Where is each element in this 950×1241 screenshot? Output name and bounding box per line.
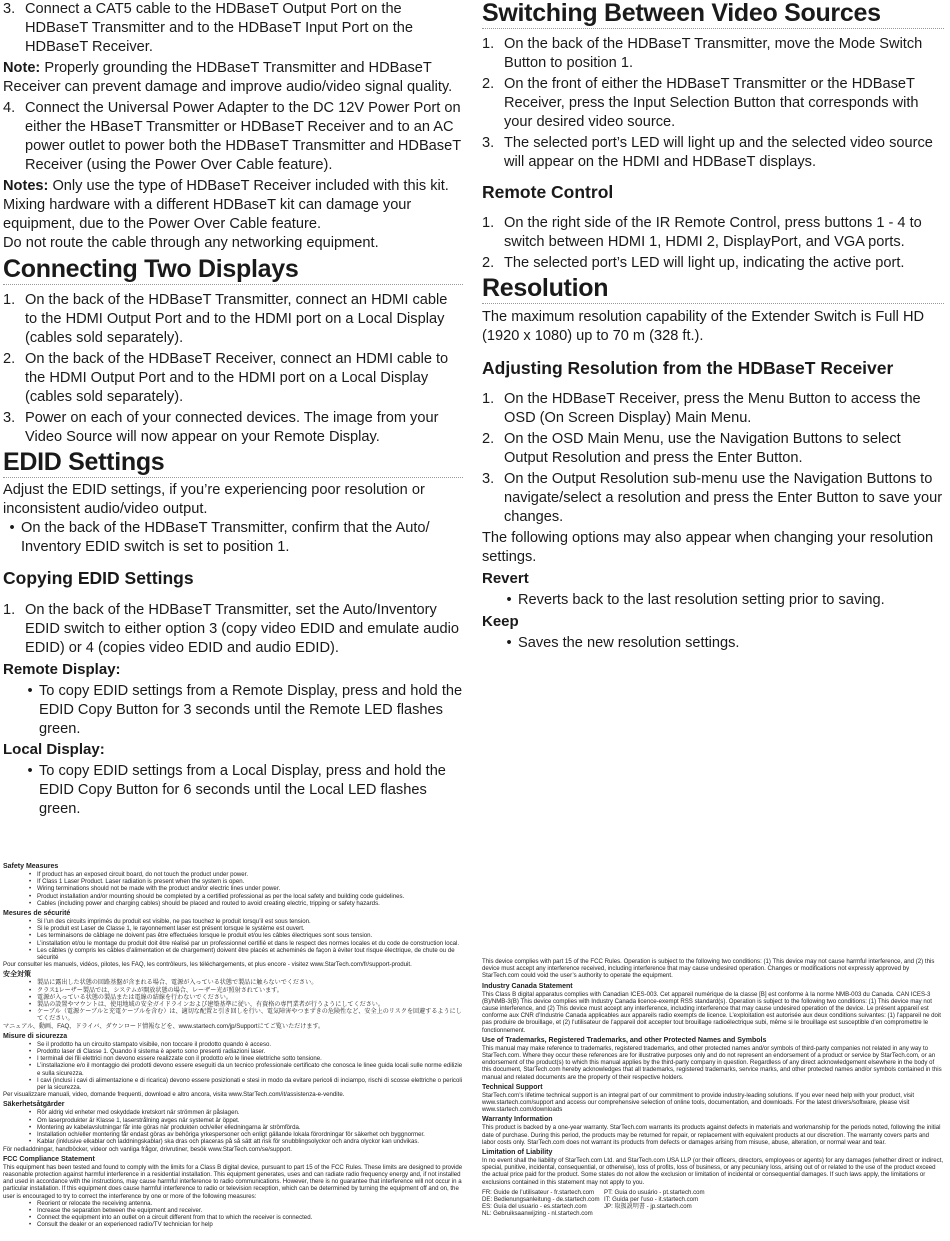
heading-resolution: Resolution	[482, 275, 944, 304]
list-item: • Increase the separation between the equipment and receiver.	[29, 1206, 203, 1214]
keep-bullets	[482, 634, 944, 653]
list-item: • Cables (including power and charging cables) should be placed and routed to avoid creating electric, tripping or safety hazards.	[29, 899, 380, 907]
fcc-list	[3, 1200, 463, 1229]
misure-title: Misure di sicurezza	[3, 1032, 68, 1040]
guide-es: ES: Guía del usuario - es.startech.com	[482, 1203, 587, 1211]
trademarks-text: This manual may make reference to trademarks, registered trademarks, and other protected names and/or symbols of third-party companies not related in any way to StarTech.com. Where they occur these references are for illustrative purposes only and do not represent an endorsement of a product or service by StarTech.com, or an endorsement of the product(s) to which this manual applies by the third-party company in question. Regardless of any direct acknowledgement elsewhere in the body of this document, StarTech.com hereby acknowledges that all trademarks, registered trademarks, service marks, and other protected names and/or symbols contained in this manual and related documents are the property of their respective holders.	[482, 1044, 942, 1081]
list-item: • Saves the new resolution settings.	[506, 635, 740, 651]
adjusting-steps	[482, 390, 944, 527]
misure-list	[3, 1041, 463, 1091]
list-item: • Prodotto laser di Classe 1. Quando il sistema è aperto sono presenti radiazioni laser.	[29, 1048, 266, 1056]
heading-revert: Revert	[482, 570, 529, 587]
liability-title: Limitation of Liability	[482, 1149, 553, 1157]
list-item: • L’installation et/ou le montage du produit doit être réalisé par un professionnel certifié et dans le respect des normes locales et du code de construction local.	[29, 939, 460, 947]
fine-print-legal	[482, 958, 944, 1238]
list-item: • If Class 1 Laser Product. Laser radiation is present when the system is open.	[29, 878, 245, 886]
sakerhet-footer: För nedladdningar, handböcker, videor och vanliga frågor, drivrutiner, besök www.StarTech.com/se/support.	[3, 1145, 292, 1153]
language-guides	[482, 1189, 944, 1218]
list-item: • L’installazione e/o il montaggio dei prodotti devono essere eseguiti da un tecnico professionale certificato che conosca le linee guida locali sulle norme edilizie e sulla sicurezza.	[29, 1062, 463, 1077]
options-intro: The following options may also appear when changing your resolution settings.	[482, 530, 934, 565]
part15-text: This device complies with part 15 of the FCC Rules. Operation is subject to the following two conditions: (1) This device may not cause harmful interference, and (2) this device must accept any interference received, including interference that may cause undesired operation. Changes or modifications not expressly approved by StarTech.com could void the user’s authority to operate the equipment.	[482, 958, 935, 980]
switching-steps	[482, 35, 944, 172]
anzen-footer: マニュアル、動画、FAQ、ドライバ、ダウンロード情報などを、www.startech.com/jp/Supportにてご覧いただけます。	[3, 1022, 325, 1030]
list-item: • Consult the dealer or an experienced radio/TV technician for help	[29, 1221, 213, 1229]
support-text: StarTech.com’s lifetime technical support is an integral part of our commitment to provide industry-leading solutions. If you ever need help with your product, visit www.startech.com/support and access our comprehensive selection of online tools, documentation, and downloads. For the latest drivers/software, please visit www.startech.com/downloads	[482, 1091, 915, 1114]
list-item: • I terminali dei fili elettrici non devono essere realizzate con il prodotto e/o le linee elettriche sotto tensione.	[29, 1055, 322, 1063]
guide-de: DE: Bedienungsanleitung - de.startech.com	[482, 1196, 600, 1204]
local-display-bullets	[3, 762, 463, 819]
heading-copying-edid: Copying EDID Settings	[3, 568, 194, 588]
liability-text: In no event shall the liability of StarTech.com Ltd. and StarTech.com USA LLP (or their officers, directors, employees or agents) for any damages (whether direct or indirect, special, punitive, incidental, consequential, or otherwise), loss of profits, loss of business, or any pecuniary loss, arising out of or related to the use of the product exceed the actual price paid for the product. Some states do not allow the exclusion or limitation of incidental or consequential damages. If such laws apply, the limitations or exclusions contained in this statement may not apply to you.	[482, 1157, 944, 1186]
list-item: • Kablar (inklusive elkablar och laddningskablar) ska dras och placeras på så sätt att risk för snubblingsolyckor och andra olyckor kan undvikas.	[29, 1138, 420, 1146]
list-item: 3. The selected port’s LED will light up and the selected video source will appear on the HDMI and HDBaseT displays.	[482, 135, 933, 170]
heading-keep: Keep	[482, 613, 519, 630]
note-power-over-cable: Notes: Only use the type of HDBaseT Receiver included with this kit. Mixing hardware with a different HDBaseT kit can damage your equipment, due to the Power Over Cable feature.	[3, 178, 449, 232]
fcc-text: This equipment has been tested and found to comply with the limits for a Class B digital device, pursuant to part 15 of the FCC Rules. These limits are designed to provide reasonable protection against harmful interference in a residential installation. This equipment generates, uses and can radiate radio frequency energy and, if not installed and used in accordance with the instructions, may cause harmful interference to radio communications. However, there is no guarantee that interference will not occur in a particular installation. If this equipment does cause harmful interference to radio or television reception, which can be determined by turning the equipment off and on, the user is encouraged to try to correct the interference by one or more of the following measures:	[3, 1163, 463, 1200]
list-item: • クラス1レーザー製品では、システムが開放状態の場合、レーザー光が照射されています。	[29, 986, 283, 994]
list-item: 3. Connect a CAT5 cable to the HDBaseT Output Port on the HDBaseT Transmitter and to the HDBaseT Input Port on the HDBaseT Receiver.	[3, 1, 414, 55]
list-item: 2. On the front of either the HDBaseT Transmitter or the HDBaseT Receiver, press the Input Selection Button that corresponds with your desired video source.	[482, 76, 919, 130]
heading-edid-settings: EDID Settings	[3, 449, 463, 478]
list-item: 1. On the back of the HDBaseT Transmitter, set the Auto/Inventory EDID switch to either option 3 (copy video EDID and emulate audio EDID) or 4 (copies video EDID and audio EDID).	[3, 602, 459, 656]
heading-two-displays: Connecting Two Displays	[3, 256, 463, 285]
list-item: 2. The selected port’s LED will light up, indicating the active port.	[482, 255, 905, 271]
list-item: 1. On the HDBaseT Receiver, press the Menu Button to access the OSD (On Screen Display) Main Menu.	[482, 391, 921, 426]
list-item: • Montering av kabelavslutningar får inte göras när produkten och/eller elledningarna är strömförda.	[29, 1123, 301, 1131]
list-item: • Les terminaisons de câblage ne doivent pas être effectuées lorsque le produit et/ou les câbles électriques sont sous tension.	[29, 932, 373, 940]
warranty-text: This product is backed by a one-year warranty. StarTech.com warrants its products against defects in materials and workmanship for the periods noted, following the initial date of purchase. During this period, the products may be returned for repair, or replacement with equivalent products at our discretion. The warranty covers parts and labor costs only. StarTech.com does not warrant its products from defects or damages arising from misuse, abuse, alteration, or normal wear and tear.	[482, 1124, 941, 1146]
list-item: • 製品の設置やマウントは、使用地域の安全ガイドラインおよび建築基準に従い、有資格の専門業者が行うようにしてください。	[29, 1001, 384, 1009]
list-item: • Om laserprodukter är Klasse 1, laserstrålning avges när systemet är öppet.	[29, 1116, 240, 1124]
edid-bullets	[3, 519, 463, 557]
guide-it: IT: Guida per l’uso - it.startech.com	[604, 1196, 699, 1204]
list-item: • Rör aldrig vid enheter med oskyddade kretskort när strömmen är påslagen.	[29, 1109, 240, 1117]
mesures-title: Mesures de sécurité	[3, 910, 71, 918]
edid-intro: Adjust the EDID settings, if you’re experiencing poor resolution or inconsistent audio/video output.	[3, 482, 425, 517]
list-item: 2. On the back of the HDBaseT Receiver, connect an HDMI cable to the HDMI Output Port and to the HDMI port on a Local Display (cables sold separately).	[3, 351, 449, 405]
list-item: • ケーブル（電源ケーブルと充電ケーブルを含む）は、適切な配置と引き回しを行い、電気障害やつまずきの危険性など、安全上のリスクを回避するようにしてください。	[29, 1008, 462, 1023]
revert-bullets	[482, 591, 944, 610]
canada-title: Industry Canada Statement	[482, 982, 573, 990]
list-item: • I cavi (inclusi i cavi di alimentazione e di ricarica) devono essere posizionati e stesi in modo da evitare pericoli di inciampo, rischi di scosse elettriche o pericoli per la sicurezza.	[29, 1076, 463, 1092]
heading-remote-display: Remote Display:	[3, 661, 121, 678]
two-displays-steps	[3, 291, 463, 447]
list-item: 1. On the right side of the IR Remote Control, press buttons 1 - 4 to switch between HDMI 1, HDMI 2, DisplayPort, and VGA ports.	[482, 215, 922, 250]
mesures-list	[3, 918, 463, 961]
list-item: 1. On the back of the HDBaseT Transmitter, move the Mode Switch Button to position 1.	[482, 36, 923, 71]
anzen-title: 安全対策	[3, 971, 31, 979]
guide-nl: NL: Gebruiksaanwijzing - nl.startech.com	[482, 1210, 593, 1218]
list-item: 3. Power on each of your connected devices. The image from your Video Source will now appear on your Remote Display.	[3, 410, 439, 445]
list-item: • On the back of the HDBaseT Transmitter, confirm that the Auto/ Inventory EDID switch is set to position 1.	[9, 520, 430, 555]
safety-title: Safety Measures	[3, 863, 59, 870]
anzen-list	[3, 979, 463, 1022]
mesures-footer: Pour consulter les manuels, vidéos, pilotes, les FAQ, les contrôleurs, les téléchargements, et plus encore - visitez www.StarTech.com/fr/support-produit.	[3, 961, 412, 969]
guide-jp: JP: 取扱説明書 - jp.startech.com	[604, 1203, 692, 1211]
sakerhet-list	[3, 1109, 463, 1145]
guide-fr: FR: Guide de l’utilisateur - fr.startech.com	[482, 1188, 595, 1196]
list-item: • Les câbles (y compris les câbles d’alimentation et de chargement) doivent être placés et acheminés de façon à éviter tout risque électrique, de chute ou de sécurité	[29, 946, 455, 962]
heading-switching-sources: Switching Between Video Sources	[482, 0, 944, 29]
list-item: • Si le produit est Laser de Classe 1, le rayonnement laser est présent lorsque le système est ouvert.	[29, 925, 305, 933]
list-item: • Connect the equipment into an outlet on a circuit different from that to which the receiver is connected.	[29, 1214, 313, 1222]
list-item: 2. On the OSD Main Menu, use the Navigation Buttons to select Output Resolution and press the Enter Button.	[482, 431, 901, 466]
support-title: Technical Support	[482, 1083, 543, 1091]
note-grounding: Note: Properly grounding the HDBaseT Transmitter and HDBaseT Receiver can prevent damage and improve audio/video signal quality.	[3, 60, 453, 95]
trademarks-title: Use of Trademarks, Registered Trademarks, and other Protected Names and Symbols	[482, 1036, 767, 1044]
list-item: 3. On the Output Resolution sub-menu use the Navigation Buttons to navigate/select a resolution and press the Enter Button to save your changes.	[482, 471, 943, 525]
list-item: • 電源が入っている状態の製品または電線の結線を行わないでください。	[29, 993, 232, 1001]
list-item: 4. Connect the Universal Power Adapter to the DC 12V Power Port on either the HBaseT Transmitter or HDBaseT Receiver and to an AC power outlet to power both the HDBaseT Transmitter and HDBaseT Receiver (using the Power Over Cable feature).	[3, 100, 461, 173]
list-item: • Si l’un des circuits imprimés du produit est visible, ne pas touchez le produit lorsqu’il est sous tension.	[29, 918, 311, 926]
right-column	[482, 0, 944, 653]
fine-print-safety	[3, 860, 463, 1238]
safety-list	[3, 871, 463, 907]
list-item: • To copy EDID settings from a Local Display, press and hold the EDID Copy Button for 6 seconds until the Local LED flashes green.	[27, 763, 446, 817]
list-item: • Installation och/eller montering får endast göras av behöriga yrkespersoner och enligt gällande lokala förordningar för säkerhet och byggnormer.	[29, 1131, 425, 1139]
canada-text: This Class B digital apparatus complies with Canadian ICES-003. Cet appareil numérique de la classe [B] est conforme à la norme NMB-003 du Canada. CAN ICES-3 (B)/NMB-3(B) This device complies with Industry Canada licence-exempt RSS standard(s). Operation is subject to the following two conditions: (1) This device may not cause interference, and (2) This device must accept any interference, including interference that may cause undesired operation of the device. Le présent appareil est conforme aux CNR d’Industrie Canada applicables aux appareils radio exempts de licence. L’exploitation est autorisée aux deux conditions suivantes: (1) l’appareil ne doit pas produire de brouillage, et (2) l’utilisateur de l’appareil doit accepter tout brouillage radioélectrique subi, même si le brouillage est susceptible d’en compromettre le fonctionnement.	[482, 990, 941, 1034]
list-item: • Reorient or relocate the receiving antenna.	[29, 1199, 153, 1207]
setup-steps-continued	[3, 0, 463, 57]
list-item: 1. On the back of the HDBaseT Transmitter, connect an HDMI cable to the HDMI Output Port and to the HDMI port on a Local Display (cables sold separately).	[3, 292, 448, 346]
guide-pt: PT: Guia do usuário - pt.startech.com	[604, 1188, 705, 1196]
list-item: • Wiring terminations should not be made with the product and/or electric lines under power.	[29, 885, 281, 893]
sakerhet-title: Säkerhetsåtgärder	[3, 1101, 65, 1109]
fcc-title: FCC Compliance Statement	[3, 1155, 95, 1163]
remote-control-steps	[482, 214, 944, 273]
remote-display-bullets	[3, 682, 463, 739]
list-item: • Reverts back to the last resolution setting prior to saving.	[506, 592, 885, 608]
list-item: • Se il prodotto ha un circuito stampato visibile, non toccare il prodotto quando è acceso.	[29, 1040, 272, 1048]
list-item: • Product installation and/or mounting should be completed by a certified professional as per the local safety and building code guidelines.	[29, 892, 405, 900]
left-column	[3, 0, 463, 819]
copy-edid-steps	[3, 601, 463, 658]
resolution-text: The maximum resolution capability of the Extender Switch is Full HD (1920 x 1080) up to 70 m (328 ft.).	[482, 309, 925, 344]
list-item: • 製品に露出した状態の回路基盤が含まれる場合、電源が入っている状態で製品に触らないでください。	[29, 979, 318, 987]
misure-footer: Per visualizzare manuali, video, domande frequenti, download e altro ancora, visita www.StarTech.com/it/assistenza-e-vendite.	[3, 1091, 345, 1099]
list-item: • To copy EDID settings from a Remote Display, press and hold the EDID Copy Button for 3 seconds until the Remote LED flashes green.	[27, 683, 463, 737]
list-item: • If product has an exposed circuit board, do not touch the product under power.	[29, 871, 249, 878]
heading-remote-control: Remote Control	[482, 182, 614, 202]
note-networking: Do not route the cable through any networking equipment.	[3, 235, 379, 251]
setup-step-4	[3, 99, 463, 175]
heading-adjusting-resolution: Adjusting Resolution from the HDBaseT Receiver	[482, 358, 894, 378]
heading-local-display: Local Display:	[3, 741, 105, 758]
warranty-title: Warranty Information	[482, 1116, 553, 1124]
